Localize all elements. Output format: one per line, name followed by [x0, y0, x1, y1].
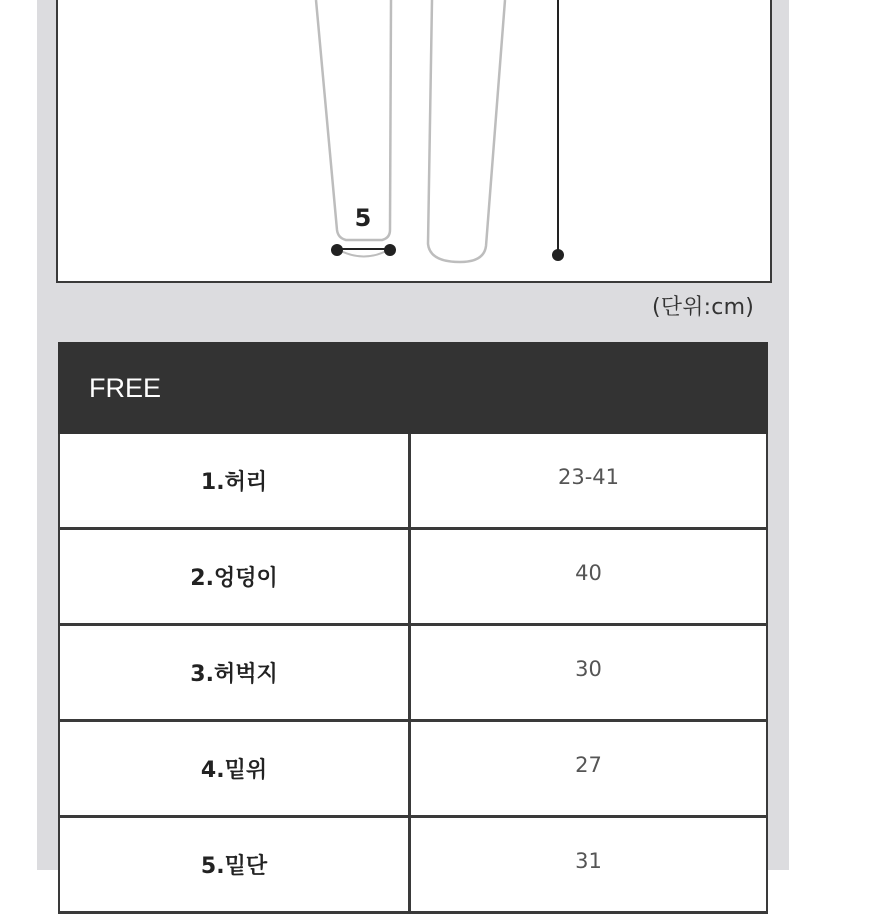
table-row	[58, 434, 768, 530]
length-bottom-dot	[552, 249, 564, 261]
hem-curve	[337, 249, 390, 257]
row-value: 30	[411, 626, 768, 719]
row-value: 31	[411, 818, 768, 911]
row-label: 2.엉덩이	[58, 530, 411, 623]
hem-marker-label: 5	[354, 204, 372, 232]
table-row	[58, 530, 768, 626]
right-leg-outline	[428, 0, 505, 262]
row-value: 27	[411, 722, 768, 815]
pants-outline-illustration	[58, 0, 770, 281]
unit-note: (단위:cm)	[651, 295, 754, 320]
hem-right-dot	[384, 244, 396, 256]
row-value: 40	[411, 530, 768, 623]
row-label: 4.밑위	[58, 722, 411, 815]
size-table	[58, 342, 768, 914]
row-value: 23-41	[411, 434, 768, 527]
table-row	[58, 626, 768, 722]
size-table-header: FREE	[58, 342, 768, 434]
table-row	[58, 818, 768, 914]
row-label: 1.허리	[58, 434, 411, 527]
left-leg-outline	[316, 0, 391, 240]
pants-measurement-diagram	[56, 0, 772, 283]
row-label: 5.밑단	[58, 818, 411, 911]
hem-left-dot	[331, 244, 343, 256]
table-row	[58, 722, 768, 818]
row-label: 3.허벅지	[58, 626, 411, 719]
